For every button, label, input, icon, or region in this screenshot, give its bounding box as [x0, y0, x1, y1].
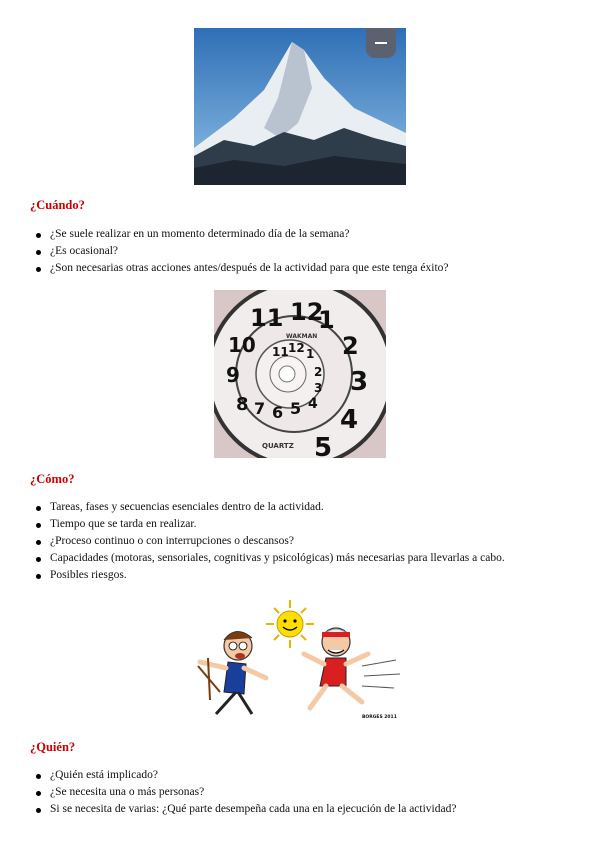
- svg-text:11: 11: [272, 345, 289, 359]
- list-item: Capacidades (motoras, sensoriales, cognitivas y psicológicas) más necesarias para llevarlas a cabo.: [30, 550, 505, 567]
- svg-text:8: 8: [236, 394, 249, 415]
- clock-movement: QUARTZ: [262, 442, 294, 450]
- svg-text:5: 5: [314, 433, 333, 458]
- clock-brand: WAKMAN: [286, 333, 318, 340]
- list-item: Si se necesita de varias: ¿Qué parte desempeña cada una en la ejecución de la actividad?: [30, 801, 456, 818]
- svg-text:4: 4: [340, 405, 359, 435]
- svg-text:4: 4: [308, 396, 318, 412]
- cartoon-credit: BORGES 2011: [362, 715, 397, 720]
- list-item: Posibles riesgos.: [30, 567, 505, 584]
- list-item: Tiempo que se tarda en realizar.: [30, 516, 505, 533]
- cuando-list: [30, 226, 449, 277]
- svg-text:5: 5: [290, 399, 302, 418]
- list-item: ¿Se suele realizar en un momento determinado día de la semana?: [30, 226, 449, 243]
- list-item: ¿Proceso continuo o con interrupciones o descansos?: [30, 533, 505, 550]
- como-list: [30, 499, 505, 584]
- quien-list: [30, 767, 456, 818]
- svg-text:12: 12: [290, 298, 324, 326]
- list-item: ¿Son necesarias otras acciones antes/después de la actividad para que este tenga éxito?: [30, 260, 449, 277]
- section-heading-quien: ¿Quién?: [30, 740, 76, 754]
- svg-text:9: 9: [226, 363, 240, 387]
- list-item: Tareas, fases y secuencias esenciales dentro de la actividad.: [30, 499, 505, 516]
- svg-text:3: 3: [314, 381, 323, 395]
- svg-text:2: 2: [314, 365, 323, 379]
- section-heading-como: ¿Cómo?: [30, 472, 75, 486]
- svg-text:10: 10: [228, 333, 256, 357]
- svg-text:6: 6: [272, 403, 284, 422]
- clock-image: [214, 290, 386, 458]
- svg-text:2: 2: [342, 332, 359, 360]
- svg-text:1: 1: [306, 347, 315, 361]
- cartoon-image: [186, 596, 408, 722]
- svg-text:12: 12: [288, 341, 305, 355]
- svg-text:1: 1: [318, 306, 335, 334]
- svg-text:7: 7: [254, 399, 266, 418]
- svg-text:3: 3: [350, 367, 369, 397]
- list-item: ¿Se necesita una o más personas?: [30, 784, 456, 801]
- collapse-button[interactable]: [366, 28, 396, 58]
- list-item: ¿Es ocasional?: [30, 243, 449, 260]
- svg-text:11: 11: [250, 304, 284, 332]
- list-item: ¿Quién está implicado?: [30, 767, 456, 784]
- section-heading-cuando: ¿Cuándo?: [30, 198, 85, 212]
